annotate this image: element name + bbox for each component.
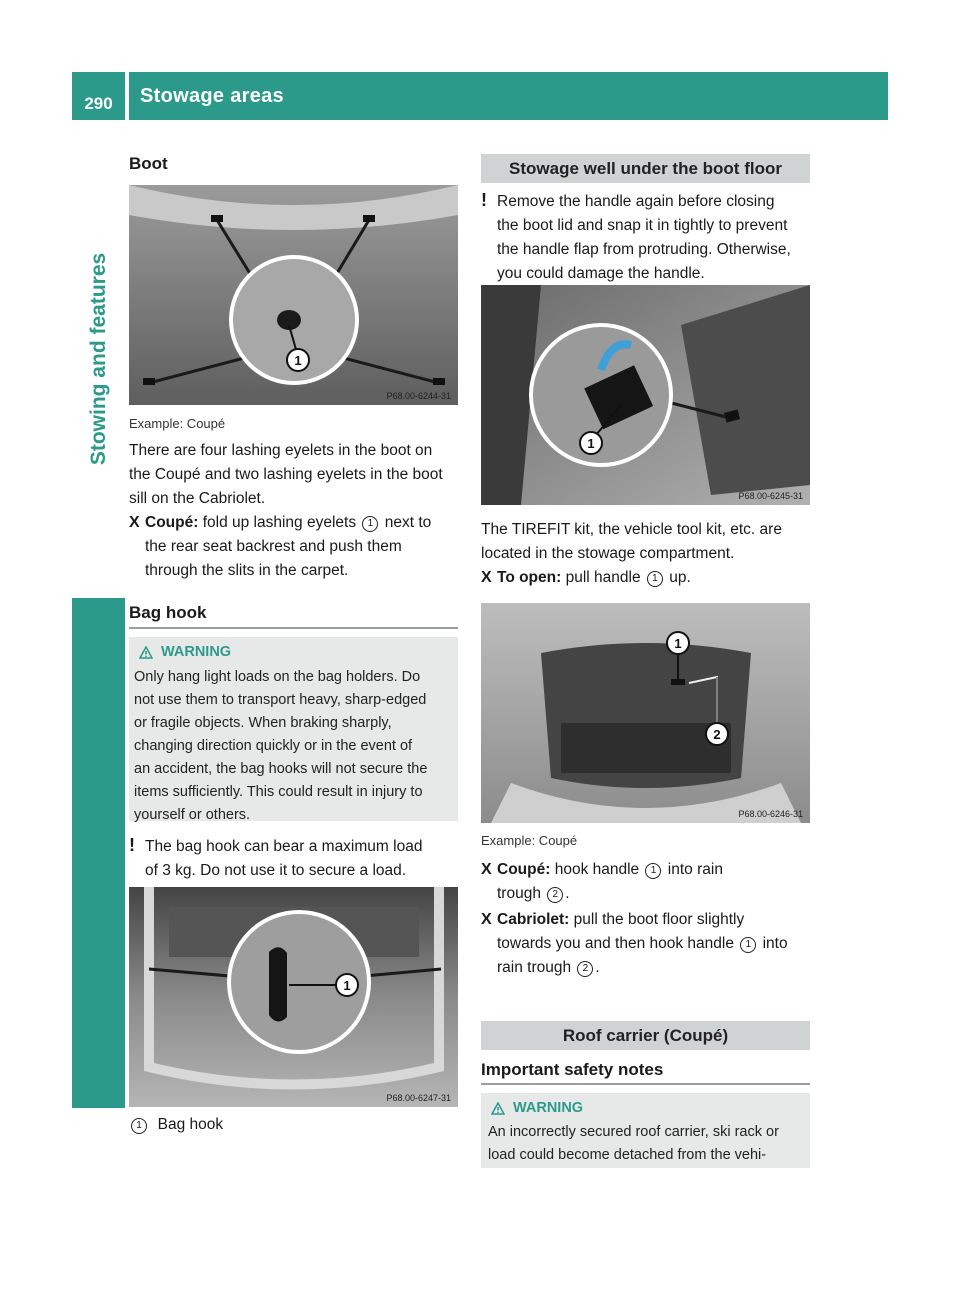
step-text: hook handle bbox=[554, 861, 640, 878]
page-number: 290 bbox=[84, 94, 113, 113]
open-step bbox=[481, 566, 816, 590]
warning-triangle-icon bbox=[139, 646, 153, 659]
step-text: into bbox=[762, 935, 788, 952]
photo4-marker-2: 2 bbox=[713, 727, 721, 742]
text-line: The bag hook can bear a maximum load bbox=[145, 838, 423, 855]
boot-heading: Boot bbox=[129, 154, 168, 173]
marker-1-icon: 1 bbox=[645, 863, 661, 879]
boot-handle-rain-trough-photo bbox=[481, 603, 810, 823]
page-title: Stowage areas bbox=[140, 84, 284, 107]
photo4-marker-1: 1 bbox=[674, 636, 682, 651]
boot-lashing-photo bbox=[129, 185, 458, 405]
bag-hook-heading: Bag hook bbox=[129, 603, 207, 622]
step-label: Coupé: bbox=[497, 861, 551, 878]
text-line: or fragile objects. When braking sharply, bbox=[134, 715, 392, 731]
legend-text: Bag hook bbox=[157, 1116, 224, 1133]
step-label: To open: bbox=[497, 569, 562, 586]
step-text: . bbox=[565, 885, 570, 902]
text-line: changing direction quickly or in the event of bbox=[134, 738, 413, 754]
text-line: located in the stowage compartment. bbox=[481, 545, 735, 562]
marker-2-icon: 2 bbox=[577, 961, 593, 977]
cabriolet-hook-step bbox=[481, 908, 816, 980]
step-text: through the slits in the carpet. bbox=[145, 562, 349, 579]
roof-carrier-warning bbox=[481, 1093, 810, 1168]
caution-icon: ! bbox=[129, 835, 135, 855]
stowage-note bbox=[481, 188, 816, 286]
text-line: An incorrectly secured roof carrier, ski rack or bbox=[488, 1124, 779, 1140]
marker-1-icon: 1 bbox=[647, 571, 663, 587]
step-arrow-icon: X bbox=[129, 514, 140, 531]
bag-hook-photo bbox=[129, 887, 458, 1107]
warning-text bbox=[488, 1121, 810, 1167]
step-text: into rain bbox=[667, 861, 723, 878]
text-line: Only hang light loads on the bag holders. Do bbox=[134, 669, 421, 685]
bag-hook-warning bbox=[129, 637, 458, 821]
section-band-stowage-well: Stowage well under the boot floor bbox=[481, 154, 810, 183]
step-text: rain trough bbox=[497, 959, 572, 976]
bag-hook-legend bbox=[129, 1113, 223, 1137]
text-line: Remove the handle again before closing bbox=[497, 193, 775, 210]
step-text: . bbox=[595, 959, 600, 976]
text-line: sill on the Cabriolet. bbox=[129, 490, 266, 507]
text-line: you could damage the handle. bbox=[497, 265, 705, 282]
warning-header bbox=[491, 1100, 583, 1116]
side-tab bbox=[72, 598, 125, 1108]
marker-2-icon: 2 bbox=[547, 887, 563, 903]
caption-coupe: Example: Coupé bbox=[481, 833, 578, 848]
photo2-marker: 1 bbox=[343, 978, 351, 993]
side-section-label-text: Stowing and features bbox=[86, 252, 110, 466]
safety-notes-heading: Important safety notes bbox=[481, 1060, 664, 1079]
caution-icon: ! bbox=[481, 190, 487, 210]
photo1-marker: 1 bbox=[294, 353, 302, 368]
coupe-hook-step bbox=[481, 858, 816, 906]
photo4-code: P68.00-6246-31 bbox=[738, 809, 803, 819]
marker-1-icon: 1 bbox=[362, 516, 378, 532]
warning-triangle-icon bbox=[491, 1102, 505, 1115]
side-section-label bbox=[72, 124, 125, 594]
step-text: next to bbox=[384, 514, 432, 531]
text-line: The TIREFIT kit, the vehicle tool kit, etc. are bbox=[481, 521, 782, 538]
bag-hook-note bbox=[129, 833, 464, 883]
step-arrow-icon: X bbox=[481, 569, 492, 586]
section-band-roof-carrier: Roof carrier (Coupé) bbox=[481, 1021, 810, 1050]
step-label: Cabriolet: bbox=[497, 911, 570, 928]
step-text: towards you and then hook handle bbox=[497, 935, 734, 952]
coupe-step bbox=[129, 511, 464, 583]
step-label: Coupé: bbox=[145, 514, 199, 531]
step-text: pull the boot floor slightly bbox=[573, 911, 745, 928]
photo3-code: P68.00-6245-31 bbox=[738, 491, 803, 501]
step-text: fold up lashing eyelets bbox=[202, 514, 357, 531]
marker-1-icon: 1 bbox=[740, 937, 756, 953]
warning-header bbox=[139, 644, 231, 660]
step-arrow-icon: X bbox=[481, 861, 492, 878]
stowage-handle-photo bbox=[481, 285, 810, 505]
text-line: the handle flap from protruding. Otherwise, bbox=[497, 241, 791, 258]
text-line: not use them to transport heavy, sharp-edged bbox=[134, 692, 427, 708]
step-text: trough bbox=[497, 885, 541, 902]
photo3-marker: 1 bbox=[587, 436, 595, 451]
step-arrow-icon: X bbox=[481, 911, 492, 928]
heading-rule bbox=[129, 627, 458, 629]
text-line: of 3 kg. Do not use it to secure a load. bbox=[145, 862, 407, 879]
step-text: the rear seat backrest and push them bbox=[145, 538, 402, 555]
text-line: yourself or others. bbox=[134, 807, 251, 823]
text-line: items sufficiently. This could result in injury to bbox=[134, 784, 423, 800]
text-line: an accident, the bag hooks will not secure the bbox=[134, 761, 428, 777]
warning-label: WARNING bbox=[161, 644, 232, 660]
caption-coupe: Example: Coupé bbox=[129, 416, 226, 431]
tirefit-paragraph bbox=[481, 518, 816, 566]
text-line: load could become detached from the vehi- bbox=[488, 1147, 767, 1163]
text-line: the boot lid and snap it in tightly to prevent bbox=[497, 217, 788, 234]
photo1-code: P68.00-6244-31 bbox=[386, 391, 451, 401]
step-text: pull handle bbox=[565, 569, 641, 586]
text-line: the Coupé and two lashing eyelets in the boot bbox=[129, 466, 443, 483]
lashing-paragraph bbox=[129, 439, 464, 511]
step-text: up. bbox=[669, 569, 691, 586]
warning-label: WARNING bbox=[513, 1100, 584, 1116]
text-line: There are four lashing eyelets in the boot on bbox=[129, 442, 433, 459]
photo2-code: P68.00-6247-31 bbox=[386, 1093, 451, 1103]
heading-rule bbox=[481, 1083, 810, 1085]
marker-1-icon: 1 bbox=[131, 1118, 147, 1134]
warning-text bbox=[134, 666, 458, 827]
